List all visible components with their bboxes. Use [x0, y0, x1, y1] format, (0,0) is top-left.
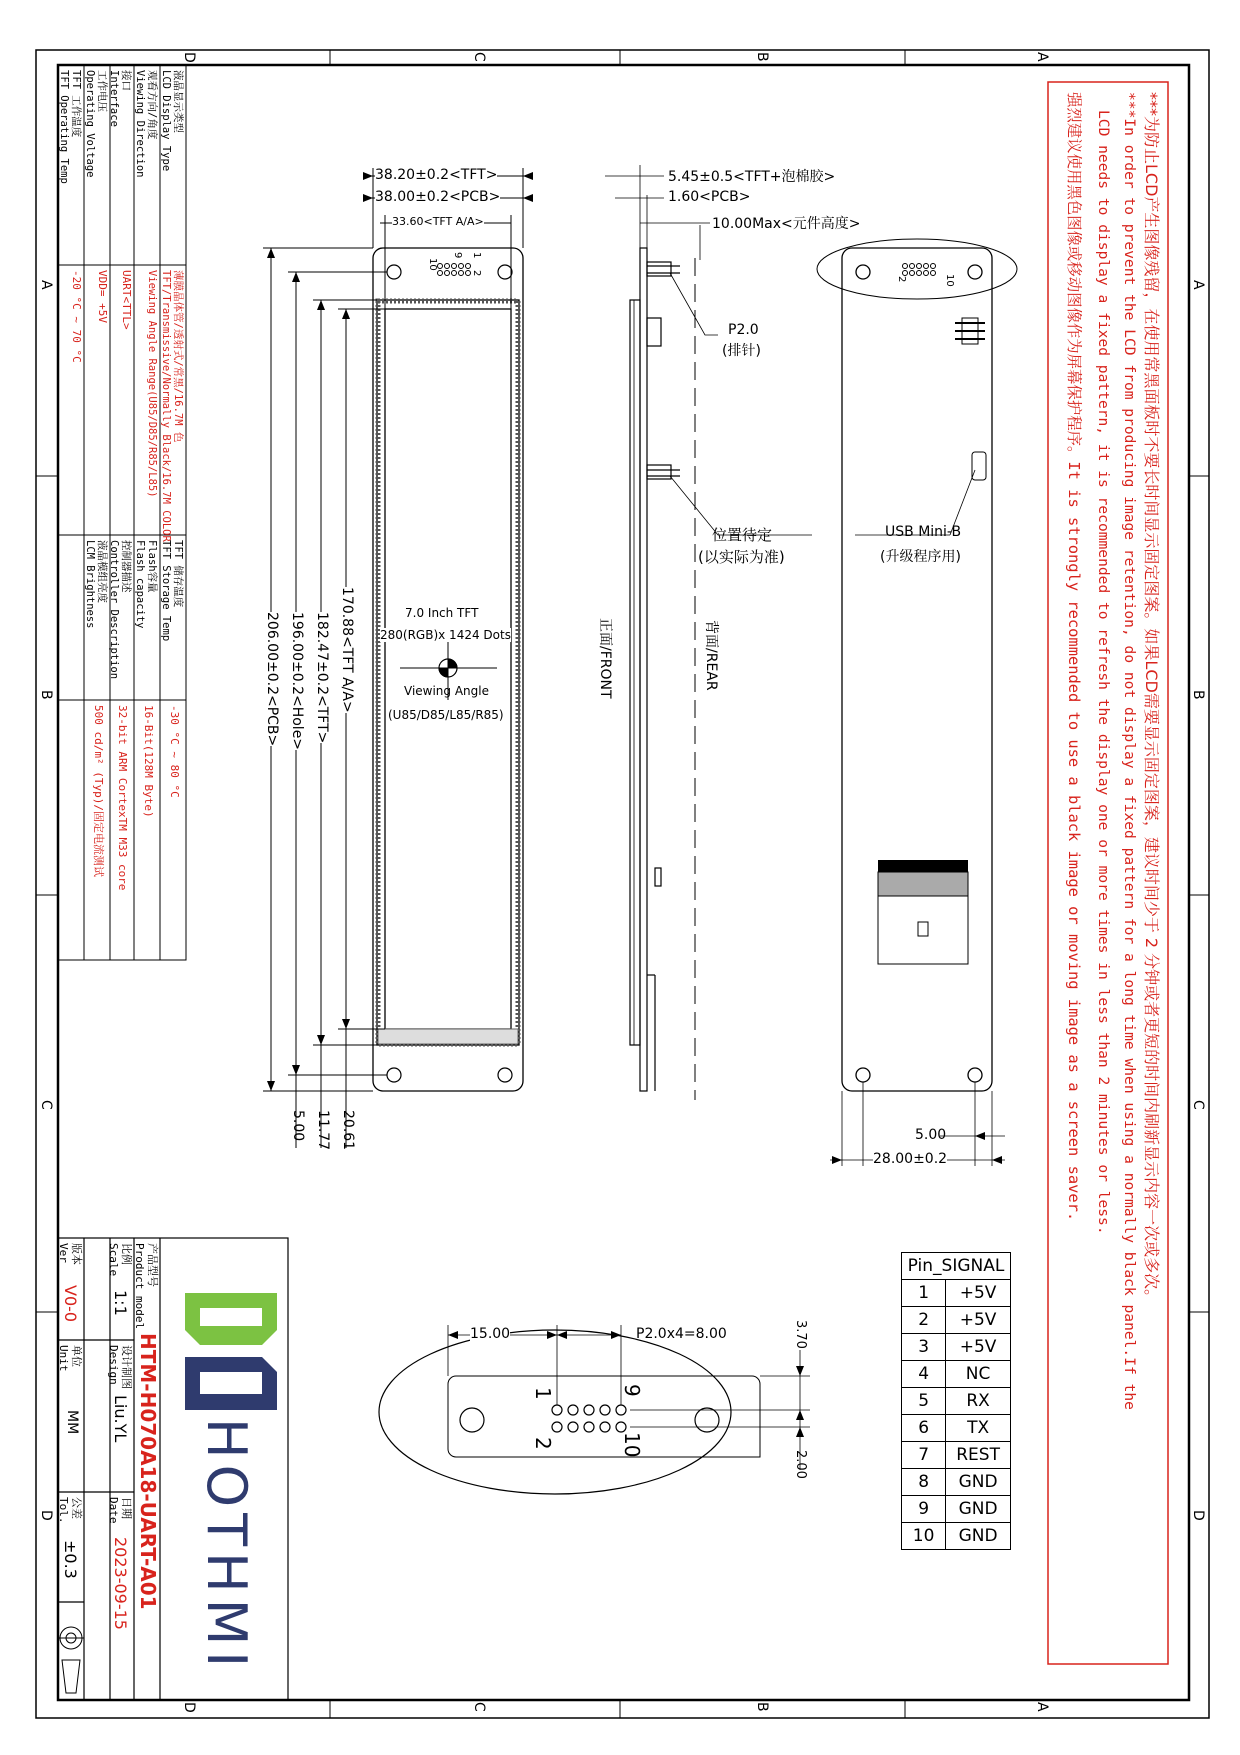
center-resolution: 280(RGB)x 1424 Dots — [380, 628, 511, 642]
zone-left-d: D — [38, 1510, 54, 1521]
spec-label-display-type: 液晶显示类型 LCD Display Type — [159, 70, 184, 172]
spec-label-viewing: 观看方向/角度 Viewing Direction — [133, 70, 158, 178]
spec-value-flash: 16-Bit(128M Byte) — [142, 705, 155, 818]
dim-pcb-width: 38.00±0.2<PCB> — [375, 189, 501, 205]
zone-top-c: C — [471, 52, 487, 62]
scale-label: 比例 Scale — [107, 1243, 133, 1277]
zone-right-c: C — [1190, 1100, 1206, 1110]
dim-pitch: P2.0x4=8.00 — [636, 1326, 727, 1342]
spec-value-op-temp: -20 °C ~ 70 °C — [70, 270, 83, 363]
date-label: 日期 Date — [107, 1497, 133, 1524]
rear-pcb-outline — [842, 248, 992, 1091]
center-angles: (U85/D85/L85/R85) — [388, 708, 504, 722]
zone-bottom-b: B — [754, 1702, 770, 1712]
notice-line-en2: LCD needs to display a fixed pattern, it is recommended to refresh the display one or more times in less than 2 minutes or less. — [1095, 110, 1112, 1235]
zone-left-a: A — [38, 280, 54, 290]
table-row: 1 +5V — [902, 1280, 1011, 1307]
spec-label-interface: 接口 Interface — [107, 70, 132, 127]
front-pin-9: 9 — [452, 252, 463, 259]
table-row: 2 +5V — [902, 1307, 1011, 1334]
zone-left-c: C — [38, 1100, 54, 1110]
zone-right-d: D — [1190, 1510, 1206, 1521]
spec-label-voltage: 工作电压 Operating Voltage — [83, 70, 108, 178]
zone-right-b: B — [1190, 690, 1206, 700]
center-viewing: Viewing Angle — [404, 684, 489, 698]
unit-label: 单位 Unit — [57, 1345, 83, 1372]
label-front: 正面/FRONT — [597, 618, 613, 699]
label-p20-cn: (排针) — [722, 343, 761, 359]
front-pin-2: 2 — [471, 270, 482, 277]
table-row: 6 TX — [902, 1415, 1011, 1442]
dim-5: 5.00 — [290, 1110, 306, 1142]
dim-pcb-height: 206.00±0.2<PCB> — [264, 612, 280, 747]
unit-value: MM — [64, 1410, 80, 1435]
spec-label-flash: Flash容量 Flash capacity — [133, 540, 158, 629]
spec-value-controller: 32-bit ARM CortexTM M33 core — [116, 705, 129, 891]
label-position-cn: (以实际为准) — [698, 548, 785, 566]
product-model: HTM-H070A18-UART-A01 — [136, 1333, 160, 1610]
side-tft — [630, 300, 640, 1045]
front-hole-br — [498, 1068, 512, 1082]
rear-usb-port — [972, 452, 986, 480]
spec-value-display-type: 薄膜晶体管/透射式/常黑/16.7M 色 — [172, 270, 184, 443]
dim-rear-5: 5.00 — [915, 1127, 947, 1143]
dim-thickness: 5.45±0.5<TFT+泡棉胶> — [668, 169, 836, 185]
label-usb-cn: (升级程序用) — [880, 549, 961, 565]
zone-bottom-a: A — [1034, 1702, 1050, 1712]
dim-aa-height: 170.88<TFT A/A> — [339, 587, 355, 713]
design-label: 设计制图 Design — [107, 1345, 133, 1389]
side-pcb — [640, 248, 647, 1091]
table-row: 10 GND — [902, 1523, 1011, 1550]
date-value: 2023-09-15 — [111, 1537, 130, 1630]
version-value: V0-0 — [61, 1285, 80, 1323]
zone-top-a: A — [1034, 52, 1050, 62]
dim-370: 3.70 — [793, 1320, 808, 1349]
detail-pin-2: 2 — [531, 1437, 555, 1450]
detail-pin-10: 10 — [620, 1432, 644, 1458]
table-row: 7 REST — [902, 1442, 1011, 1469]
front-pin-1: 1 — [471, 252, 482, 259]
detail-pin-1: 1 — [531, 1387, 555, 1400]
pin-signal-table — [901, 1252, 1011, 1550]
label-rear: 背面/REAR — [702, 620, 722, 691]
front-header-pins — [438, 264, 471, 276]
designer-value: Liu.YL — [111, 1395, 130, 1443]
spec-label-storage: TFT 储存温度 TFT Storage Temp — [159, 540, 184, 642]
dim-pcb-thick: 1.60<PCB> — [668, 189, 751, 205]
tol-value: ±0.3 — [61, 1540, 80, 1579]
rear-pin-10: 10 — [944, 274, 955, 287]
zone-left-b: B — [38, 690, 54, 700]
dim-rear-28: 28.00±0.2 — [873, 1151, 948, 1167]
spec-value-display-type-en: TFT/Transmissive/Normally Black/16.7M COLOR — [160, 270, 172, 542]
spec-value-viewing: Viewing Angle Range(U85/D85/R85/L85) — [146, 270, 158, 498]
tol-label: 公差 Tol. — [57, 1497, 83, 1524]
spec-value-brightness: 500 cd/m² (Typ)/固定电流测试 — [92, 705, 105, 877]
tol-symbol-icon — [58, 1627, 84, 1693]
spec-label-controller: 控制器描述 Controller Description — [107, 540, 132, 680]
side-usb — [647, 318, 661, 346]
table-row: 8 GND — [902, 1469, 1011, 1496]
spec-value-voltage: VDD= +5V — [96, 270, 109, 323]
scale-value: 1:1 — [111, 1290, 130, 1316]
table-row: 5 RX — [902, 1388, 1011, 1415]
spec-value-interface: UART<TTL> — [120, 270, 133, 330]
dim-tft-height: 182.47±0.2<TFT> — [314, 612, 330, 744]
dim-hole-height: 196.00±0.2<Hole> — [289, 612, 305, 751]
front-hole-tl — [387, 265, 401, 279]
hothmi-logo-icon — [185, 1293, 277, 1410]
dim-component: 10.00Max<元件高度> — [712, 216, 861, 232]
dim-11: 11.77 — [315, 1110, 331, 1151]
front-hole-bl — [387, 1068, 401, 1082]
ver-label: 版本 Ver — [57, 1243, 83, 1265]
front-hole-tr — [498, 265, 512, 279]
zone-right-a: A — [1190, 280, 1206, 290]
side-header — [647, 262, 671, 276]
dim-tft-width: 38.20±0.2<TFT> — [375, 167, 498, 183]
table-row: 3 +5V — [902, 1334, 1011, 1361]
front-fpc-area — [378, 1029, 518, 1044]
side-connector — [647, 465, 671, 479]
detail-pin-9: 9 — [620, 1384, 644, 1397]
notice-line-en1: ***In order to prevent the LCD from producing image retention, do not display a fixed pattern for a long time when using a normally black panel.If the — [1121, 92, 1138, 1410]
zone-top-b: B — [754, 52, 770, 62]
dim-20: 20.61 — [340, 1110, 356, 1151]
table-row: 4 NC — [902, 1361, 1011, 1388]
spec-label-op-temp: TFT 工作温度 TFT Operating Temp — [57, 70, 82, 184]
label-position: 位置待定 — [712, 526, 773, 544]
label-usb: USB Mini-B — [885, 524, 962, 540]
brand-name: HOTHMI — [195, 1418, 258, 1674]
dim-15: 15.00 — [470, 1326, 511, 1342]
label-p20: P2.0 — [728, 322, 759, 338]
rear-fpc-connector — [878, 860, 968, 872]
pin-table-header: Pin_SIGNAL — [902, 1253, 1011, 1280]
zone-bottom-d: D — [181, 1702, 197, 1713]
zone-top-d: D — [181, 52, 197, 63]
spec-label-brightness: 液晶模组亮度 LCM Brightness — [83, 540, 108, 629]
spec-value-storage: -30 °C ~ 80 °C — [168, 705, 181, 798]
table-row: 9 GND — [902, 1496, 1011, 1523]
rear-view — [817, 239, 1017, 1166]
dim-200: 2.00 — [793, 1450, 808, 1479]
center-size: 7.0 Inch TFT — [405, 606, 479, 620]
rear-pin-2: 2 — [896, 276, 907, 283]
notice-line-cn: ***为防止LCD产生图像残留，在使用常黑面板时不要长时间显示固定图案。如果LCD需要显示固定图案，建议时间少于 2 分钟或者更短的时间内刷新显示内容一次或多次。 — [1142, 92, 1161, 1306]
connector-detail — [379, 1325, 810, 1494]
front-pin-10: 10 — [427, 258, 438, 271]
notice-line-4: 强烈建议使用黑色图像或移动图像作为屏幕保护程序。It is strongly recommended to use a black image or moving image as a screen saver. — [1065, 92, 1083, 1222]
dim-aa-width: 33.60<TFT A/A> — [392, 215, 484, 228]
product-label: 产品型号 Product model — [133, 1243, 159, 1330]
zone-bottom-c: C — [471, 1702, 487, 1712]
